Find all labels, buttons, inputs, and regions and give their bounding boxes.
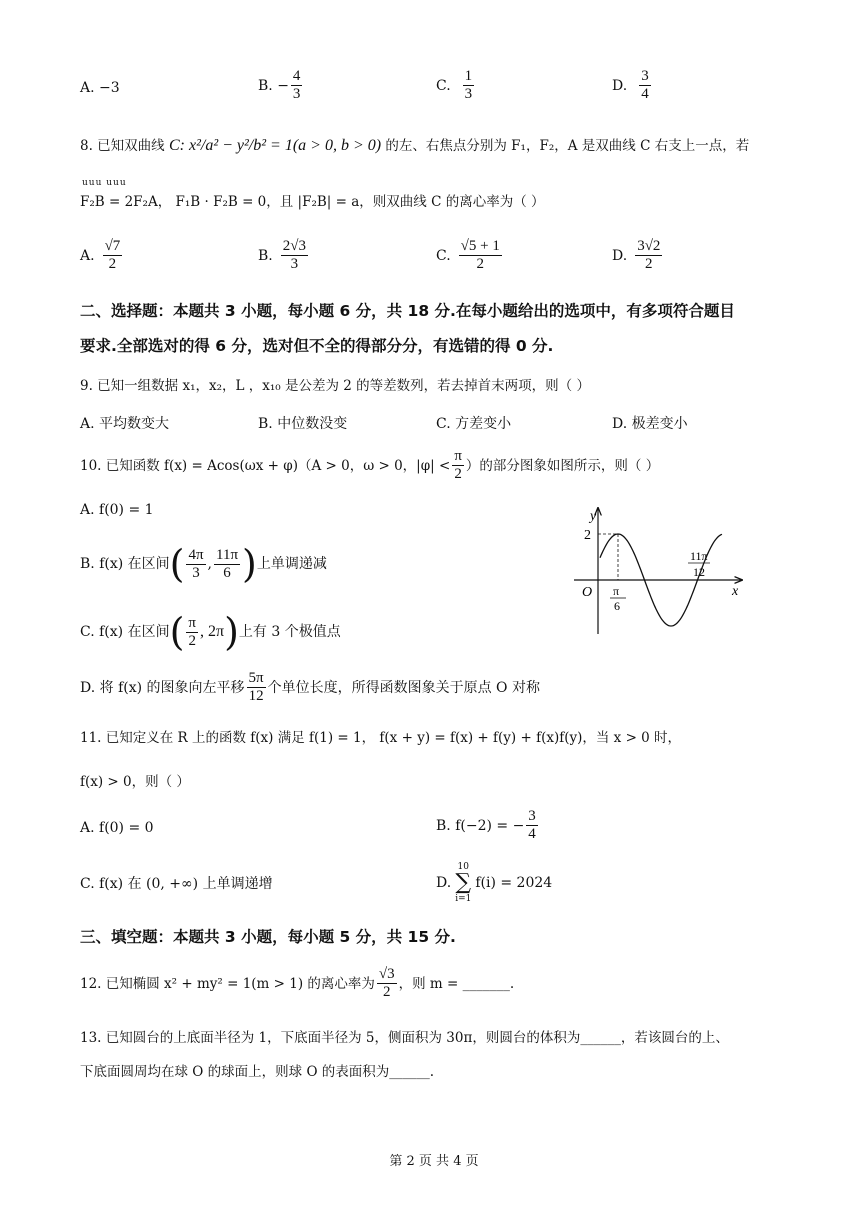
sigma-symbol: ∑: [455, 870, 472, 895]
q10-option-d-suffix: 个单位长度，所得函数图象关于原点 O 对称: [267, 679, 540, 696]
q9-stem: 9. 已知一组数据 x₁，x₂，L ，x₁₀ 是公差为 2 的等差数列，若去掉首末两项，则（ ）: [80, 378, 590, 394]
q7-option-b-label: B. −: [258, 77, 289, 94]
q10-stem-prefix: 10. 已知函数 f(x) = Acos(ωx + φ)（A > 0，ω > 0，|φ| <: [80, 457, 451, 474]
origin-label: O: [582, 585, 593, 600]
numerator: √3: [378, 966, 395, 982]
q12-eccentricity: [377, 966, 397, 1001]
summation-lower: i=1: [455, 894, 472, 904]
x-tick1-denominator: 6: [614, 599, 620, 613]
denominator: 3: [464, 86, 473, 102]
numerator: 11π: [216, 546, 239, 563]
q8-stem-line1: [80, 136, 749, 156]
denominator: 12: [248, 688, 264, 704]
q7-option-d-fraction: [639, 68, 651, 103]
q7-option-a: A. −3: [80, 80, 120, 96]
q10-option-c-prefix: C. f(x) 在区间: [80, 624, 170, 640]
x-axis-label: x: [732, 584, 739, 599]
q7-option-c-fraction: [463, 68, 475, 103]
q10-option-b-suffix: 上单调递减: [256, 556, 327, 572]
q8-foci-text: 的左、右焦点分别为 F₁，F₂，A 是双曲线 C 右支上一点，若: [385, 138, 750, 154]
section3-heading: 三、填空题：本题共 3 小题，每小题 5 分，共 15 分.: [80, 928, 456, 946]
q7-option-b: [258, 68, 304, 103]
numerator: π: [188, 614, 196, 631]
denominator: 4: [641, 86, 649, 102]
q11-stem-line2: f(x) > 0，则（ ）: [80, 774, 190, 790]
interval-end: , 2π: [199, 623, 225, 640]
q10-option-d-prefix: D. 将 f(x) 的图象向左平移: [80, 679, 245, 696]
numerator: 3√2: [637, 238, 661, 254]
q11-option-d: [436, 862, 552, 904]
q11-option-b-prefix: B. f(−2) = −: [436, 817, 525, 834]
q13-stem-line1: 13. 已知圆台的上底面半径为 1，下底面半径为 5，侧面积为 30π，则圆台的体积为______，若该圆台的上、: [80, 1030, 729, 1046]
denominator: 3: [292, 86, 301, 102]
q7-option-d: [612, 68, 653, 103]
denominator: 2: [383, 984, 391, 1000]
numerator: 5π: [248, 670, 264, 686]
numerator: 4π: [188, 546, 204, 563]
denominator: 2: [188, 632, 196, 649]
denominator: 2: [645, 256, 653, 272]
right-paren: ): [242, 542, 257, 586]
denominator: 2: [476, 256, 485, 272]
x-tick2-numerator: 11π: [690, 549, 708, 563]
left-paren: (: [169, 542, 185, 586]
q9-option-b: B. 中位数没变: [258, 416, 348, 432]
denominator: 2: [108, 256, 117, 272]
q8-option-b-label: B.: [258, 247, 273, 264]
page-footer: 第 2 页 共 4 页: [389, 1154, 479, 1169]
comma: ,: [207, 556, 212, 572]
q10-stem: [80, 448, 659, 483]
q10-option-a: A. f(0) = 1: [80, 502, 154, 518]
summation-upper: 10: [457, 862, 469, 872]
q8-prefix: 8. 已知双曲线: [80, 138, 165, 154]
q7-option-c: [436, 68, 476, 103]
numerator: √5 + 1: [460, 238, 500, 254]
q8-option-c-fraction: [459, 238, 502, 273]
q10-option-b: [80, 544, 327, 584]
q8-option-c-label: C.: [436, 247, 451, 264]
q8-stem-line2: F₂B = 2F₂A， F₁B · F₂B = 0，且 |F₂B| = a，则双曲线 C 的离心率为（ ）: [80, 194, 545, 210]
y-axis-label: y: [590, 509, 597, 524]
q8-option-d-fraction: [635, 238, 662, 273]
q12-suffix: ，则 m = _______.: [398, 975, 515, 992]
q11-stem-line1: 11. 已知定义在 R 上的函数 f(x) 满足 f(1) = 1， f(x + y) = f(x) + f(y) + f(x)f(y)，当 x > 0 时，: [80, 730, 682, 746]
denominator: 6: [223, 564, 231, 581]
shift-amount: [247, 670, 266, 705]
numerator: 2√3: [282, 238, 306, 254]
q8-option-d: [612, 238, 664, 273]
q8-option-a: [80, 238, 124, 273]
q8-option-c: [436, 238, 504, 273]
q8-option-a-label: A.: [80, 247, 95, 264]
interval-start: [186, 547, 205, 582]
x-tick1-numerator: π: [613, 584, 620, 598]
numerator: 4: [292, 68, 301, 84]
q10-phi-bound: [452, 448, 464, 483]
q12-stem: [80, 966, 514, 1001]
x-tick2-denominator: 12: [693, 565, 705, 579]
section2-heading-line1: 二、选择题：本题共 3 小题，每小题 6 分，共 18 分.在每小题给出的选项中，有多项符合题目: [80, 302, 735, 320]
numerator: 3: [528, 808, 536, 824]
q8-option-d-label: D.: [612, 247, 628, 264]
q10-option-c: [80, 612, 341, 652]
q9-option-a: A. 平均数变大: [80, 416, 170, 432]
q11-option-b: [436, 808, 540, 843]
denominator: 3: [290, 256, 299, 272]
q7-option-d-label: D.: [612, 77, 628, 94]
q10-option-c-suffix: 上有 3 个极值点: [238, 624, 341, 640]
denominator: 3: [192, 564, 200, 581]
y-tick-label: 2: [584, 528, 591, 543]
interval-end: [214, 547, 240, 582]
q13-stem-line2: 下底面圆周均在球 O 的球面上，则球 O 的表面积为______.: [80, 1064, 435, 1080]
q12-prefix: 12. 已知椭圆 x² + my² = 1(m > 1) 的离心率为: [80, 975, 375, 992]
left-paren: (: [169, 610, 185, 654]
q10-stem-suffix: ）的部分图象如图所示，则（ ）: [465, 457, 660, 474]
q8-option-a-fraction: [103, 238, 123, 273]
q9-option-c: C. 方差变小: [436, 416, 512, 432]
right-paren: ): [224, 610, 239, 654]
q7-option-b-fraction: [291, 68, 303, 103]
q8-vector-accent: uuu uuu: [82, 178, 127, 188]
q8-hyperbola-equation: C: x²/a² − y²/b² = 1(a > 0, b > 0): [168, 137, 382, 154]
denominator: 2: [454, 466, 462, 482]
summation: [455, 862, 471, 904]
q11-option-d-suffix: f(i) = 2024: [475, 875, 553, 891]
numerator: 1: [464, 68, 473, 84]
numerator: 3: [641, 68, 649, 84]
q11-option-c: C. f(x) 在 (0, +∞) 上单调递增: [80, 876, 273, 892]
q8-option-b: [258, 238, 310, 273]
q10-cosine-graph: [560, 500, 760, 650]
q7-option-c-label: C.: [436, 77, 451, 94]
q8-option-b-fraction: [281, 238, 308, 273]
interval-start: [186, 615, 198, 650]
section2-heading-line2: 要求.全部选对的得 6 分，选对但不全的得部分分，有选错的得 0 分.: [80, 337, 554, 355]
denominator: 4: [528, 826, 536, 842]
q11-option-d-prefix: D.: [436, 875, 452, 891]
numerator: π: [454, 448, 462, 464]
q10-option-b-prefix: B. f(x) 在区间: [80, 556, 170, 572]
numerator: √7: [104, 238, 121, 254]
q11-option-a: A. f(0) = 0: [80, 820, 154, 836]
q10-option-d: [80, 670, 540, 705]
q11-option-b-fraction: [526, 808, 538, 843]
q9-option-d: D. 极差变小: [612, 416, 688, 432]
